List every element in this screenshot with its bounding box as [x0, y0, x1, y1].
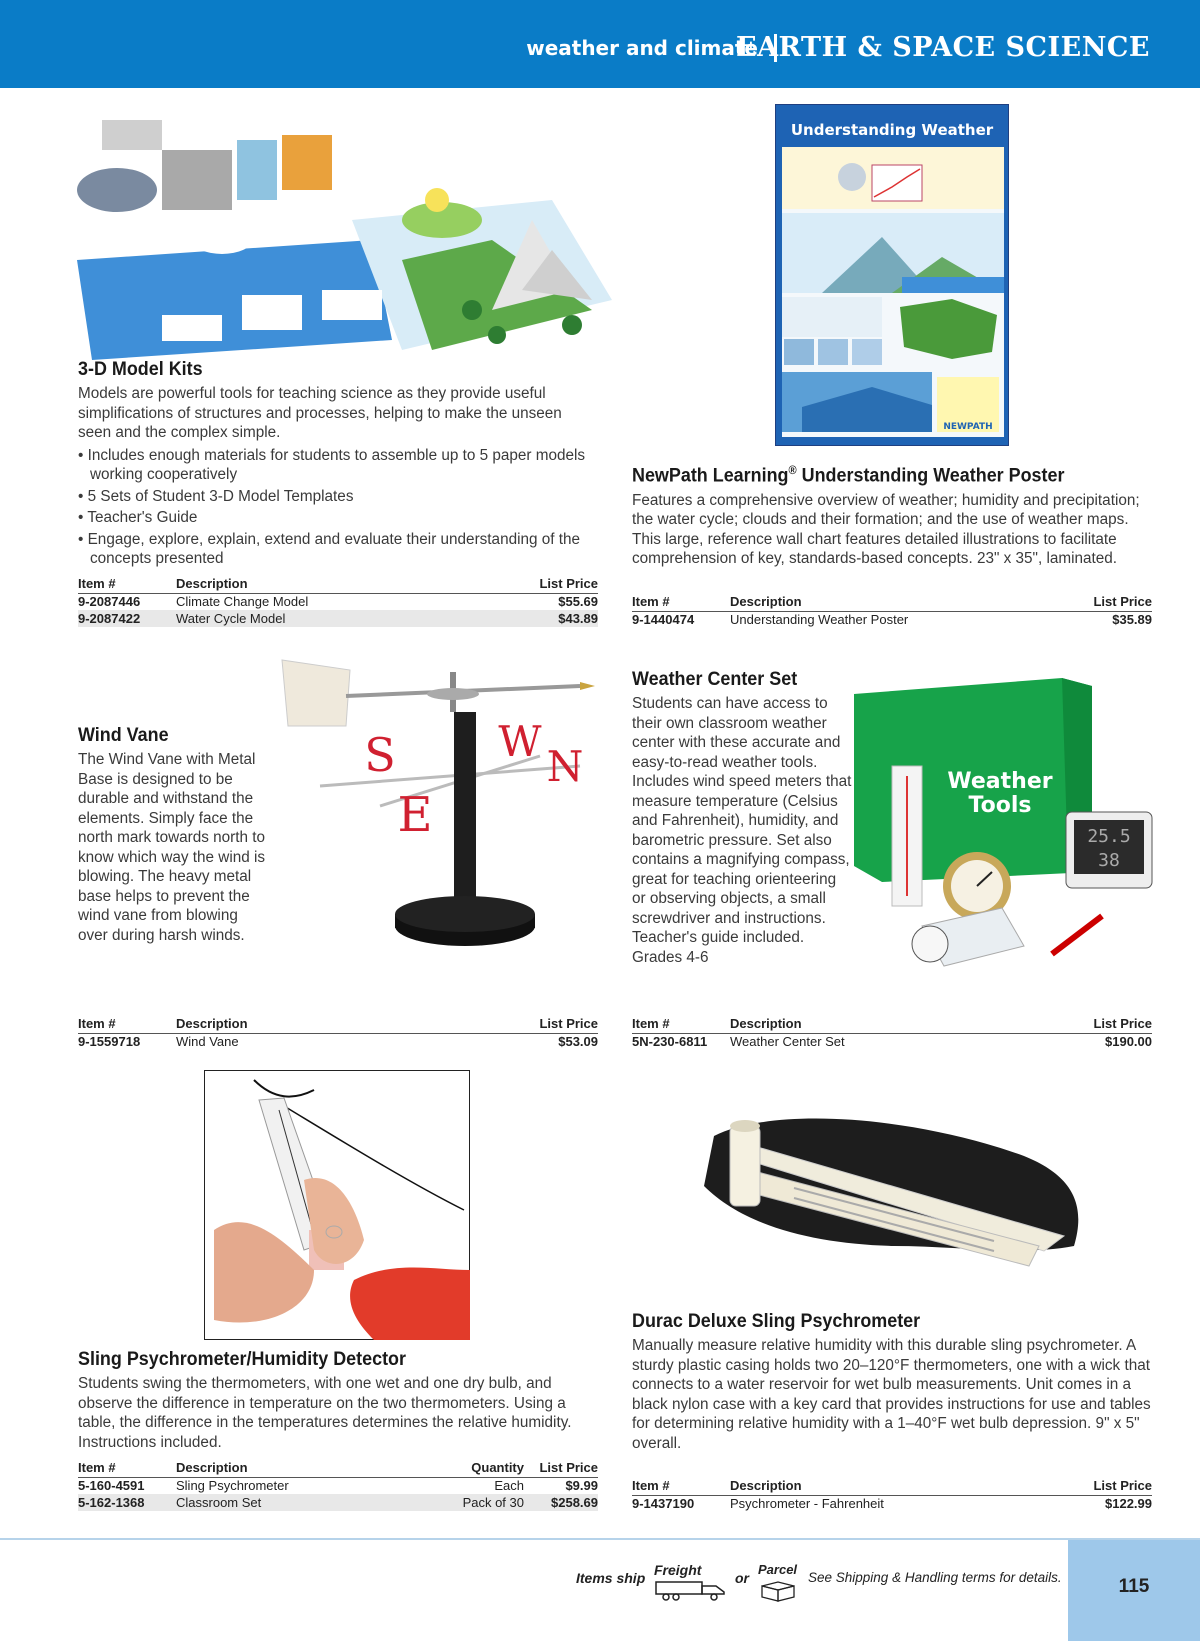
wind-vane-image: [280, 656, 600, 976]
box-label-weather: Weather: [947, 769, 1053, 794]
weather-center-table: [632, 1016, 1152, 1050]
bullet-item: • Includes enough materials for students to assemble up to 5 paper models working cooperatively: [78, 446, 598, 485]
poster-content-graphic: [782, 147, 1004, 437]
parcel-box-icon: [758, 1562, 802, 1602]
model-kits-table: [78, 576, 598, 627]
table-header: Item # Description List Price: [632, 594, 1152, 610]
bullet-item: • 5 Sets of Student 3-D Model Templates: [78, 487, 598, 507]
table-row: 9-1559718 Wind Vane $53.09: [78, 1034, 598, 1050]
wind-vane-table: [78, 1016, 598, 1050]
poster-table: [632, 594, 1152, 628]
durac-title: Durac Deluxe Sling Psychrometer: [632, 1310, 921, 1332]
table-row: 5-162-1368 Classroom Set Pack of 30 $258.69: [78, 1495, 598, 1510]
display-reading-2: 38: [1098, 850, 1120, 871]
poster-title: Understanding Weather: [790, 121, 994, 139]
vane-letter-n: N: [546, 742, 584, 791]
durac-section: [632, 1310, 1152, 1453]
table-row: 9-2087422 Water Cycle Model $43.89: [78, 611, 598, 626]
poster-description: Features a comprehensive overview of weather; humidity and precipitation; the water cycle; clouds and their formation; and the use of weather maps. This large, reference wall chart features detailed illustrations to facilitate comprehension of key, standards-based concepts. 23" x 35", laminated.: [632, 491, 1140, 567]
weather-poster-image: [775, 104, 1009, 446]
table-row: 9-2087446 Climate Change Model $55.69: [78, 594, 598, 610]
weather-center-section: [632, 668, 852, 967]
weather-center-title: Weather Center Set: [632, 668, 798, 690]
poster-section: [632, 463, 1152, 569]
table-row: 5N-230-6811 Weather Center Set $190.00: [632, 1034, 1152, 1050]
display-reading-1: 25.5: [1087, 826, 1131, 847]
shipping-terms: See Shipping & Handling terms for details.: [808, 1570, 1062, 1585]
table-header: Item # Description List Price: [78, 576, 598, 592]
sling-section: [78, 1348, 598, 1452]
table-header: Item # Description Quantity List Price: [78, 1460, 598, 1476]
page-number: 115: [1118, 1576, 1150, 1597]
page-header: [0, 0, 1200, 88]
sling-table: [78, 1460, 598, 1511]
parcel-label: Parcel: [758, 1562, 798, 1577]
vane-letter-w: W: [498, 717, 542, 766]
weather-center-description: Students can have access to their own classroom weather center with these accurate and easy-to-read weather tools. Includes wind speed meters that measure temperature (Celsius and Fahrenheit), humidity, and barometric pressure. Set also contains a magnifying compass, great for teaching orienteering or observing objects, a small screwdriver and instructions. Teacher's guide included.: [632, 695, 852, 946]
category-label: weather and climate: [526, 36, 758, 60]
freight-label: Freight: [654, 1562, 702, 1578]
box-label-tools: Tools: [968, 793, 1032, 818]
poster-brand-logo: NEWPATH: [943, 422, 993, 432]
model-kits-section: [78, 358, 598, 571]
footer-divider: [0, 1538, 1200, 1540]
sling-psychrometer-image: [204, 1070, 470, 1340]
wind-vane-section: [78, 724, 268, 945]
model-kits-description: Models are powerful tools for teaching science as they provide useful simplifications of structures and processes, helping to make the unseen seen and the complex simple.: [78, 385, 562, 441]
durac-table: [632, 1478, 1152, 1512]
model-kits-title: 3-D Model Kits: [78, 358, 203, 380]
table-header: Item # Description List Price: [78, 1016, 598, 1032]
table-header: Item # Description List Price: [632, 1478, 1152, 1494]
bullet-item: • Engage, explore, explain, extend and evaluate their understanding of the concepts presented: [78, 530, 598, 569]
or-label: or: [735, 1570, 749, 1586]
vane-letter-s: S: [364, 728, 396, 782]
table-row: 9-1440474 Understanding Weather Poster $35.89: [632, 612, 1152, 628]
weather-center-image: [852, 676, 1158, 986]
table-row: 5-160-4591 Sling Psychrometer Each $9.99: [78, 1478, 598, 1494]
weather-center-grades: Grades 4-6: [632, 948, 709, 966]
bullet-item: • Teacher's Guide: [78, 508, 598, 528]
wind-vane-description: The Wind Vane with Metal Base is designed to be durable and withstand the elements. Simply face the north mark towards north to know which way the wind is blowing. The heavy metal base helps to prevent the wind vane from blowing over during harsh winds.: [78, 751, 266, 944]
freight-truck-icon: [654, 1562, 728, 1600]
durac-description: Manually measure relative humidity with this durable sling psychrometer. A sturdy plastic casing holds two 20–120°F thermometers, one with a wick that connects to a water reservoir for wet bulb measurements. Unit comes in a black nylon case with a key card that provides instructions for use and tables for determining relative humidity with a 1–40°F wet bulb depression. 9" x 5" overall.: [632, 1337, 1151, 1452]
table-row: 9-1437190 Psychrometer - Fahrenheit $122.99: [632, 1496, 1152, 1512]
model-kits-image: [72, 110, 612, 360]
durac-psychrometer-image: [694, 1096, 1086, 1306]
sling-title: Sling Psychrometer/Humidity Detector: [78, 1348, 406, 1370]
sling-description: Students swing the thermometers, with one wet and one dry bulb, and observe the difference in temperature on the two thermometers. Using a table, the difference in the temperatures determines the relative humidity. Instructions included.: [78, 1375, 572, 1451]
model-kits-bullets: [78, 446, 598, 569]
poster-title-heading: NewPath Learning® Understanding Weather Poster: [632, 463, 1065, 487]
vane-letter-e: E: [397, 787, 433, 843]
items-ship-label: Items ship: [576, 1570, 646, 1586]
table-header: Item # Description List Price: [632, 1016, 1152, 1032]
wind-vane-title: Wind Vane: [78, 724, 169, 746]
section-title: EARTH & SPACE SCIENCE: [736, 32, 1150, 63]
